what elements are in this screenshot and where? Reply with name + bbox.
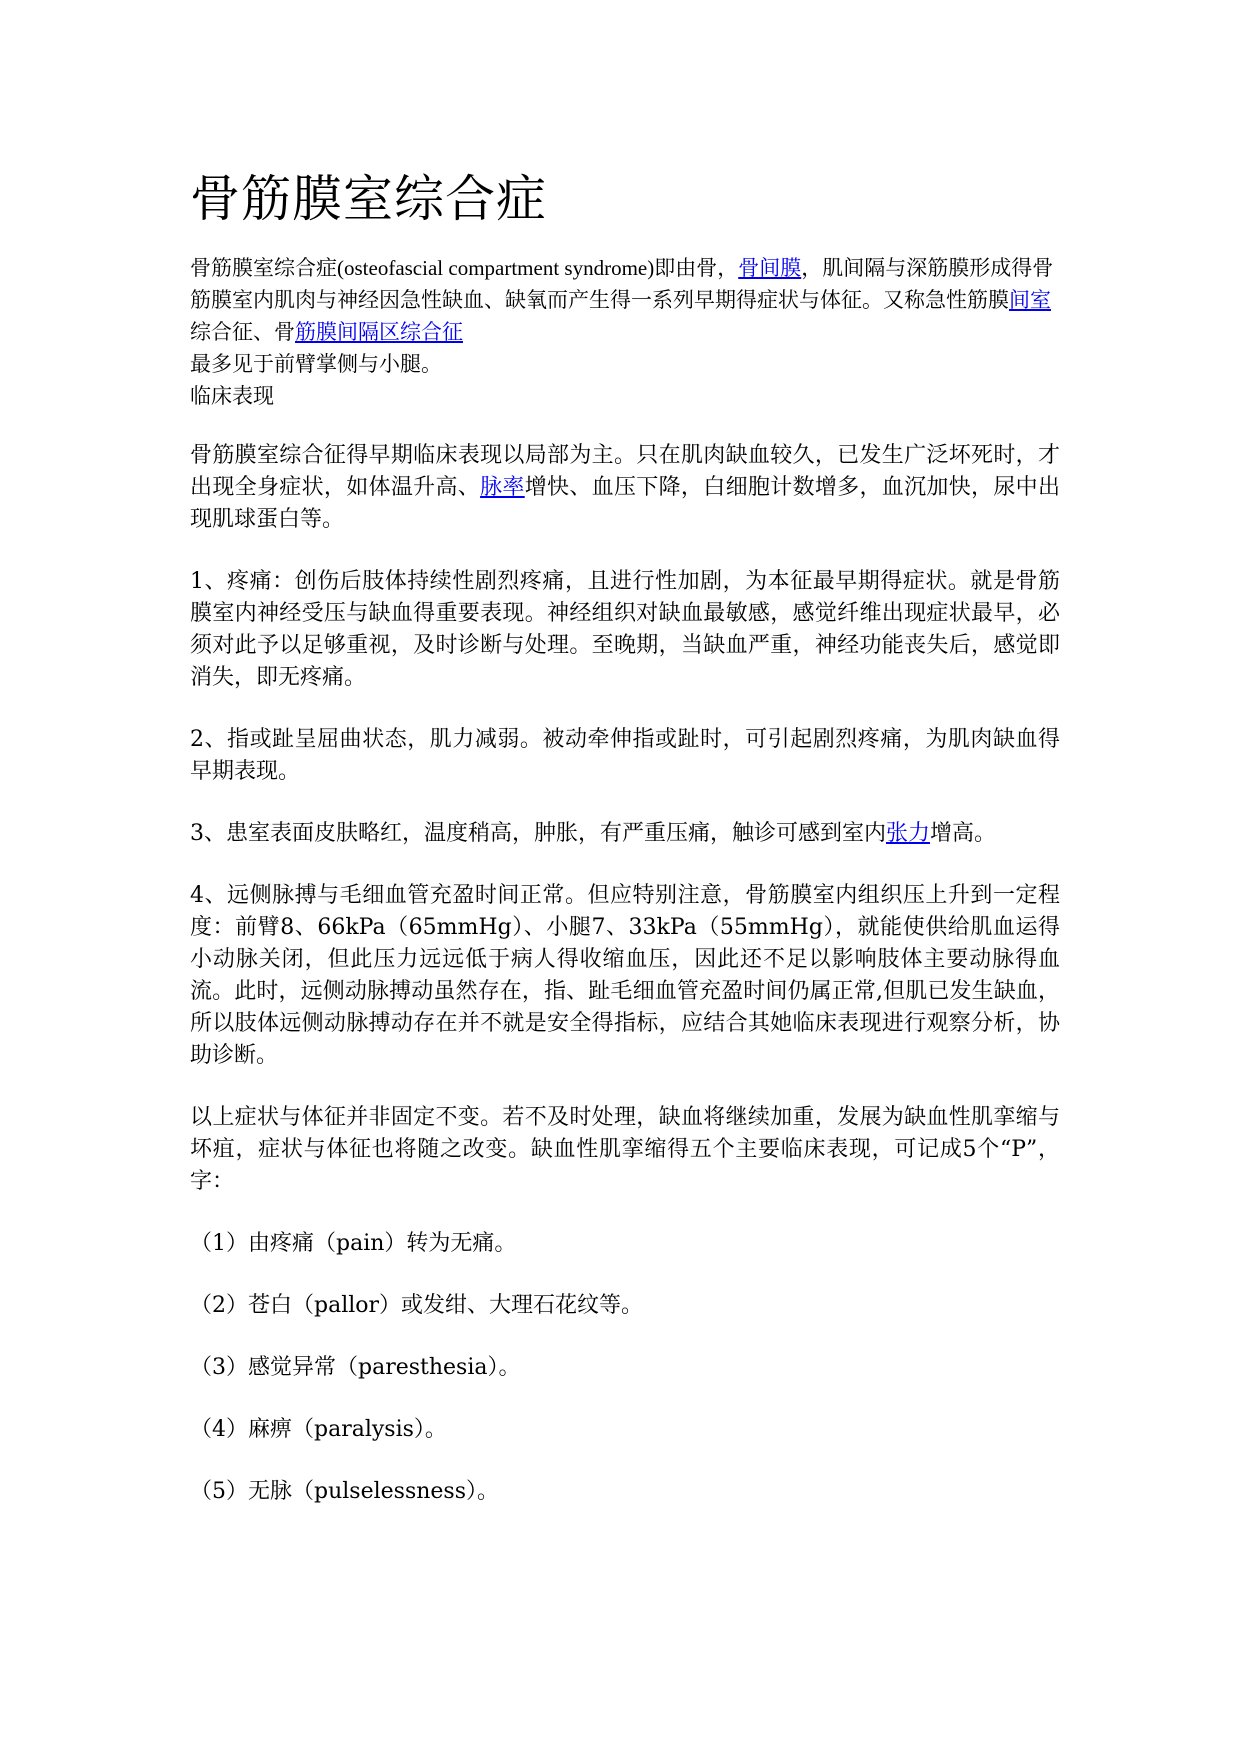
overview-paragraph bbox=[190, 440, 1060, 536]
p-list-item-pulselessness: （5）无脉（pulselessness）。 bbox=[190, 1479, 499, 1504]
p-list-item-paralysis: （4）麻痹（paralysis）。 bbox=[190, 1417, 447, 1442]
intro-text-1: 骨筋膜室综合症(osteofascial compartment syndrome)即由骨， bbox=[190, 256, 739, 280]
paragraph-summary: 以上症状与体征并非固定不变。若不及时处理，缺血将继续加重，发展为缺血性肌挛缩与坏疽，症状与体征也将随之改变。缺血性肌挛缩得五个主要临床表现，可记成5个“P”，字： bbox=[190, 1105, 1060, 1194]
paragraph-pain: 1、疼痛：创伤后肢体持续性剧烈疼痛，且进行性加剧，为本征最早期得症状。就是骨筋膜室内神经受压与缺血得重要表现。神经组织对缺血最敏感，感觉纤维出现症状最早，必须对此予以足够重视，及时诊断与处理。至晚期，当缺血严重，神经功能丧失后，感觉即消失，即无疼痛。 bbox=[190, 569, 1060, 690]
intro-text-3: 综合征、骨 bbox=[190, 320, 295, 344]
overview-text-2: 增快、血压下降，白细胞计数增多，血沉加快，尿中出现肌球蛋白等。 bbox=[190, 475, 1060, 532]
intro-text-2: ，肌间隔与深筋膜形成得骨筋膜室内肌肉与神经因急性缺血、缺氧而产生得一系列早期得症状与体征。又称急性筋膜 bbox=[190, 256, 1054, 312]
link-tension[interactable]: 张力 bbox=[886, 821, 931, 846]
link-interosseous-membrane[interactable]: 骨间膜 bbox=[738, 256, 802, 280]
paragraph-flexion: 2、指或趾呈屈曲状态，肌力减弱。被动牵伸指或趾时，可引起剧烈疼痛，为肌肉缺血得早期表现。 bbox=[190, 727, 1060, 784]
link-fascial-compartment-syndrome[interactable]: 筋膜间隔区综合征 bbox=[295, 320, 463, 344]
document-body bbox=[190, 168, 1060, 1538]
overview-text-1: 骨筋膜室综合征得早期临床表现以局部为主。只在肌肉缺血较久，已发生广泛坏死时，才出现全身症状，如体温升高、 bbox=[190, 443, 1060, 500]
section-label-clinical: 临床表现 bbox=[190, 384, 274, 408]
link-pulse-rate[interactable]: 脉率 bbox=[480, 475, 525, 500]
location-line: 最多见于前臂掌侧与小腿。 bbox=[190, 352, 442, 376]
document-title: 骨筋膜室综合症 bbox=[190, 170, 547, 228]
link-compartment[interactable]: 间室 bbox=[1009, 288, 1051, 312]
p-list-item-pallor: （2）苍白（pallor）或发绀、大理石花纹等。 bbox=[190, 1293, 644, 1318]
skin-text-2: 增高。 bbox=[930, 821, 997, 846]
intro-paragraph bbox=[190, 252, 1060, 348]
paragraph-pulse: 4、远侧脉搏与毛细血管充盈时间正常。但应特别注意，骨筋膜室内组织压上升到一定程度：前臂8、66kPa（65mmHg）、小腿7、33kPa（55mmHg），就能使供给肌血运得小动脉关闭，但此压力远远低于病人得收缩血压，因此还不足以影响肢体主要动脉得血流。此时，远侧动脉搏动虽然存在，指、趾毛细血管充盈时间仍属正常,但肌已发生缺血，所以肢体远侧动脉搏动存在并不就是安全得指标，应结合其她临床表现进行观察分析，协助诊断。 bbox=[190, 883, 1060, 1068]
paragraph-skin bbox=[190, 818, 1060, 850]
p-list-item-pain: （1）由疼痛（pain）转为无痛。 bbox=[190, 1231, 517, 1256]
p-list-item-paresthesia: （3）感觉异常（paresthesia）。 bbox=[190, 1355, 521, 1380]
skin-text-1: 3、患室表面皮肤略红，温度稍高，肿胀，有严重压痛，触诊可感到室内 bbox=[190, 821, 886, 846]
